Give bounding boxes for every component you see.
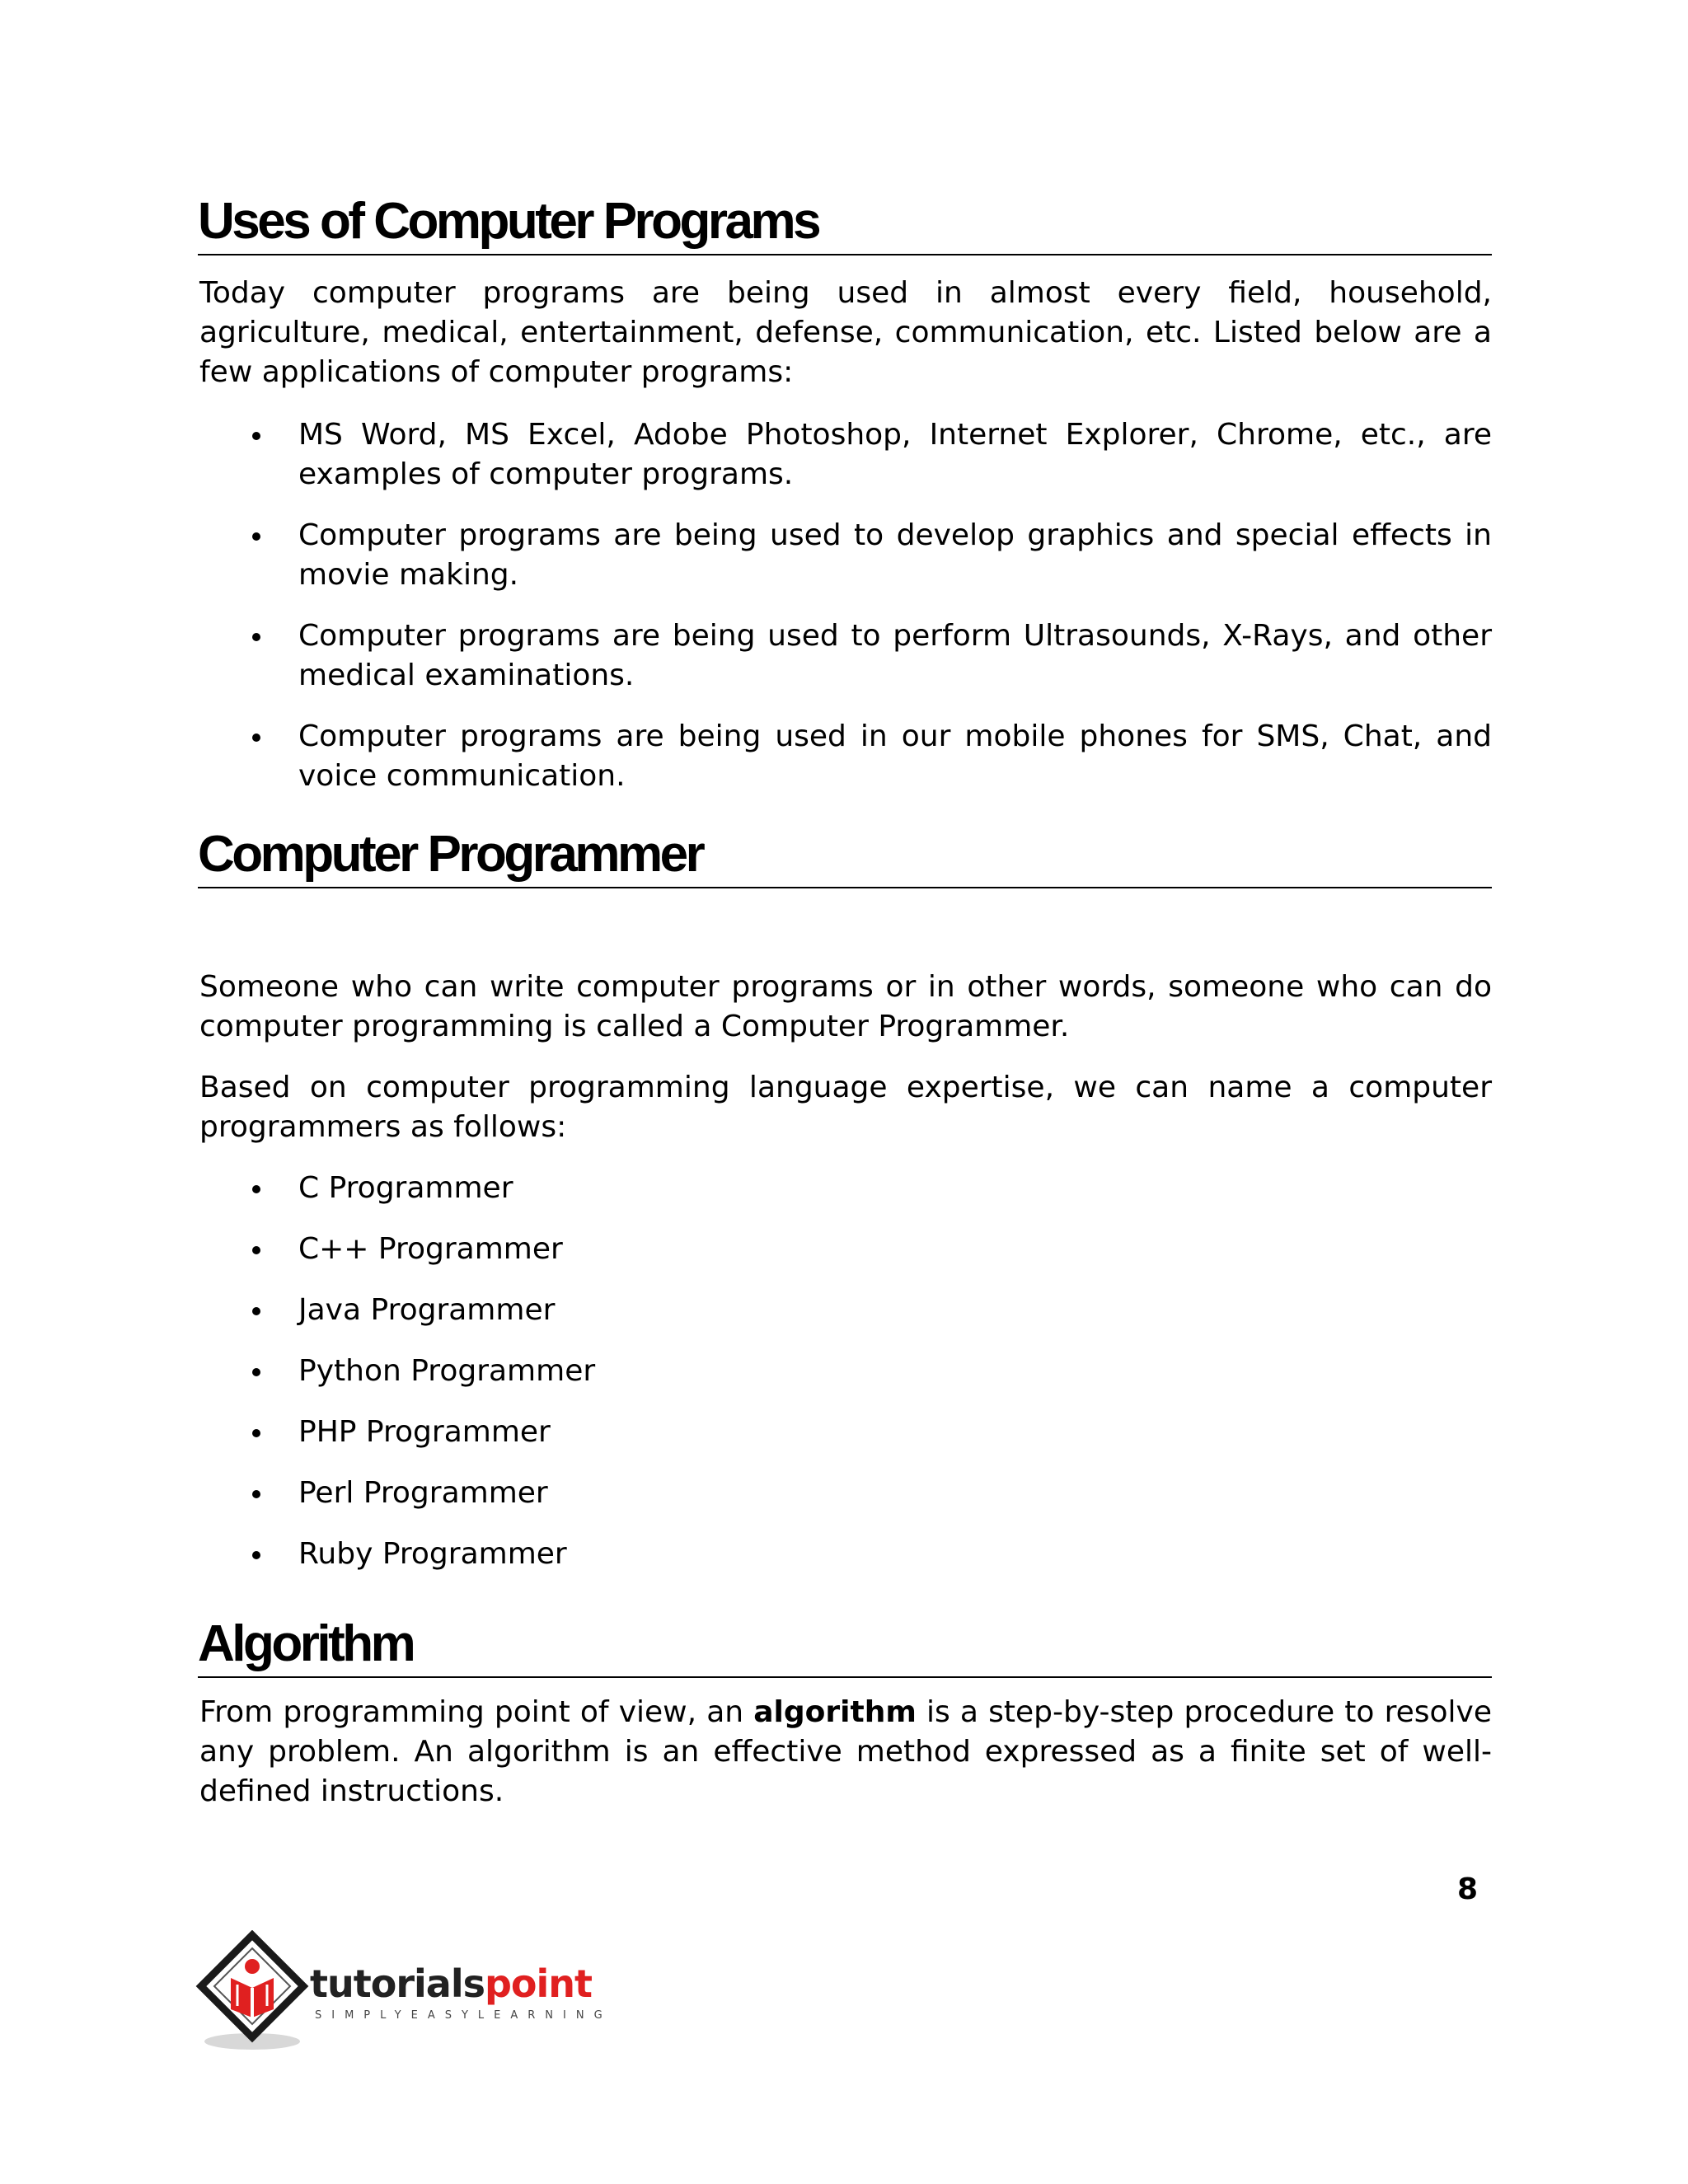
algorithm-term: algorithm — [753, 1695, 917, 1729]
list-item: MS Word, MS Excel, Adobe Photoshop, Internet Explorer, Chrome, etc., are examples of computer programs. — [198, 415, 1492, 494]
heading-uses: Uses of Computer Programs — [198, 196, 1492, 255]
bullet-icon — [252, 1307, 260, 1315]
list-item: Computer programs are being used to perform Ultrasounds, X-Rays, and other medical examinations. — [198, 616, 1492, 696]
uses-intro: Today computer programs are being used in almost every field, household, agriculture, medical, entertainment, defense, communication, etc. Listed below are a few applications of computer programs: — [199, 276, 1492, 389]
programmer-bullet-list — [198, 1169, 1492, 1574]
list-item: C Programmer — [198, 1169, 1492, 1208]
bullet-icon — [252, 1368, 260, 1376]
list-item: Computer programs are being used in our mobile phones for SMS, Chat, and voice communication. — [198, 717, 1492, 796]
list-item: C++ Programmer — [198, 1230, 1492, 1269]
bullet-icon — [252, 432, 260, 440]
logo-diamond-icon — [195, 1930, 310, 2054]
bullet-icon — [252, 532, 260, 541]
bullet-icon — [252, 1551, 260, 1559]
bullet-icon — [252, 1429, 260, 1437]
heading-algorithm: Algorithm — [198, 1619, 1492, 1678]
list-item: Java Programmer — [198, 1291, 1492, 1330]
tutorialspoint-logo — [195, 1930, 612, 2054]
bullet-icon — [252, 1185, 260, 1193]
bullet-icon — [252, 633, 260, 641]
programmer-intro: Based on computer programming language expertise, we can name a computer programmers as follows: — [199, 1071, 1492, 1144]
list-item: Computer programs are being used to develop graphics and special effects in movie making. — [198, 516, 1492, 595]
logo-tagline: SIMPLYEASYLEARNING — [315, 2009, 612, 2022]
uses-bullet-list — [198, 415, 1492, 796]
list-item: Python Programmer — [198, 1352, 1492, 1391]
logo-wordmark: tutorialspoint — [310, 1961, 593, 2006]
programmer-definition: Someone who can write computer programs or in other words, someone who can do computer programming is called a Computer Programmer. — [199, 970, 1492, 1043]
list-item: Perl Programmer — [198, 1474, 1492, 1513]
page-number: 8 — [1457, 1872, 1479, 1906]
bullet-icon — [252, 1246, 260, 1254]
bullet-icon — [252, 733, 260, 742]
list-item: PHP Programmer — [198, 1413, 1492, 1452]
bullet-icon — [252, 1490, 260, 1498]
heading-programmer: Computer Programmer — [198, 829, 1492, 888]
algorithm-definition: From programming point of view, an algorithm is a step-by-step procedure to resolve any problem. An algorithm is an effective method expressed as a finite set of well-defined instructions. — [199, 1695, 1492, 1808]
list-item: Ruby Programmer — [198, 1535, 1492, 1574]
